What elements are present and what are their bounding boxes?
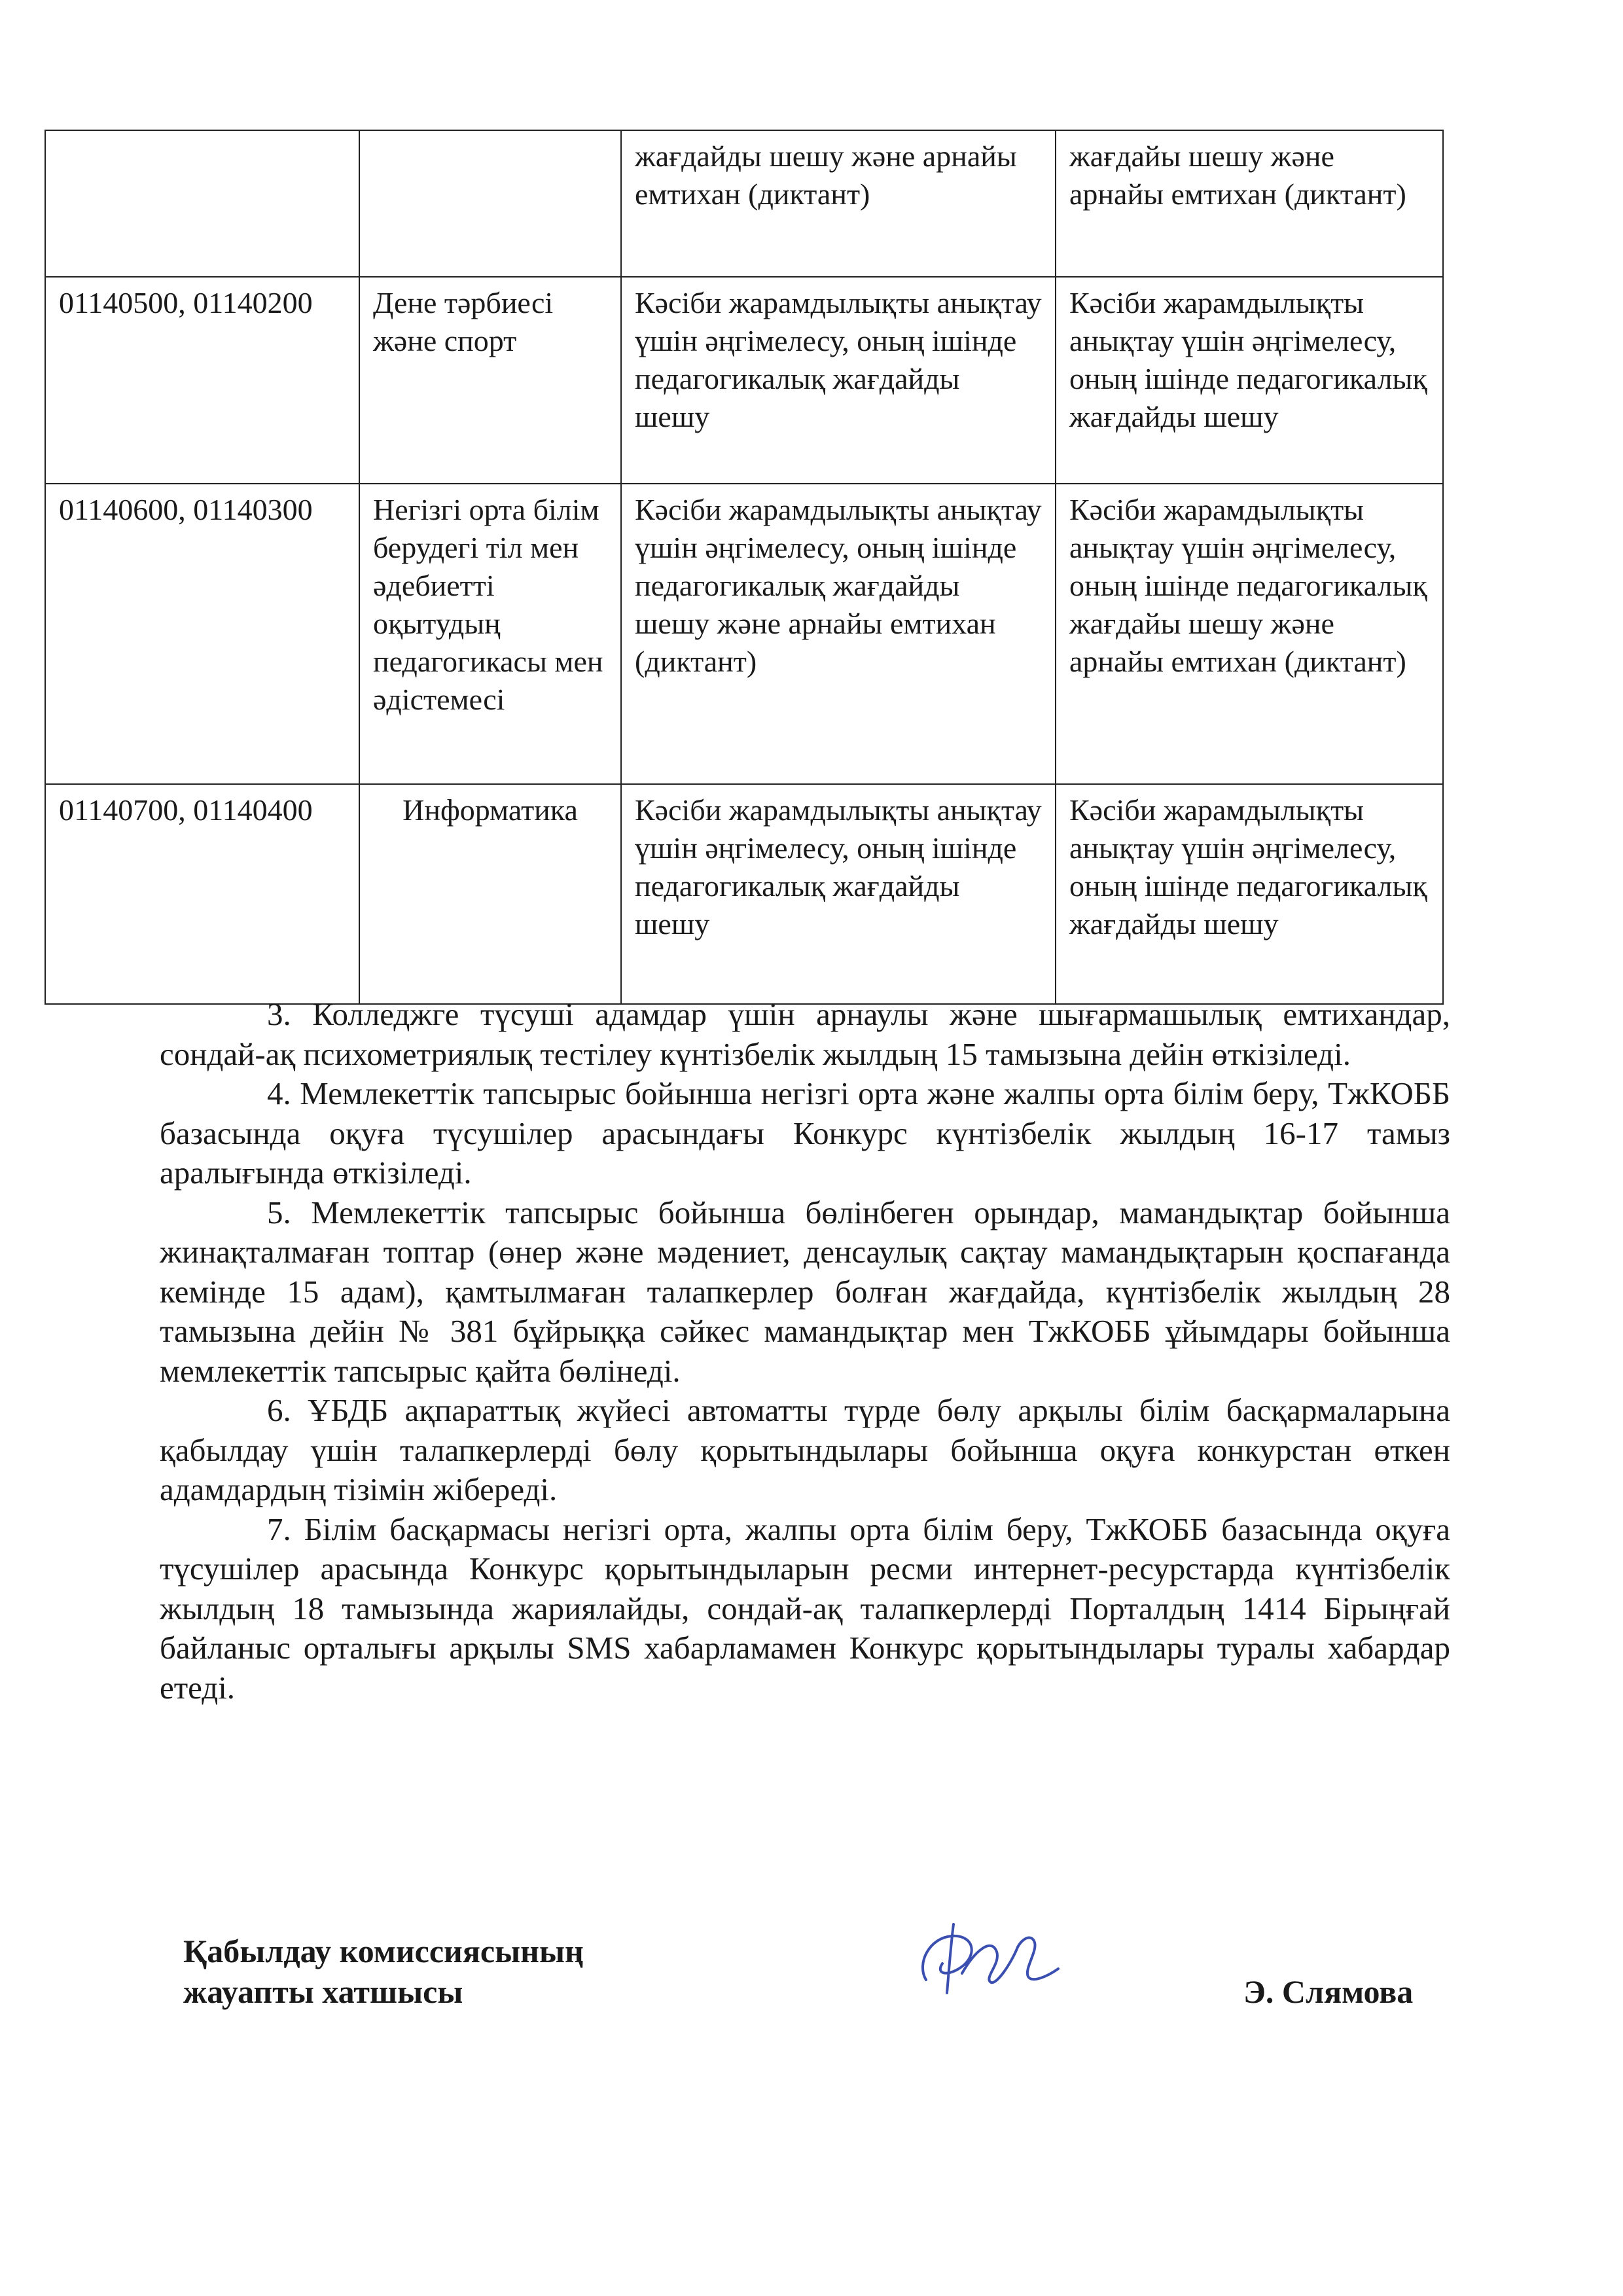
- table-row: [45, 784, 1443, 1004]
- paragraph-3: 3. Колледжге түсуші адамдар үшін арнаулы және шығармашылық емтихандар, сондай-ақ психометриялық тестілеу күнтізбелік жылдың 15 тамызына дейін өткізіледі.: [160, 996, 1450, 1072]
- specialty-name-cell: Негізгі орта білім берудегі тіл мен әдебиетті оқытудың педагогикасы мен әдістемесі: [359, 484, 621, 784]
- signatory-name: Э. Слямова: [1243, 1973, 1414, 2010]
- code-cell: 01140600, 01140300: [45, 484, 359, 784]
- exam-cell: жағдайы шешу және арнайы емтихан (диктант): [1056, 130, 1443, 277]
- signatory-title-line: жауапты хатшысы: [183, 1973, 463, 2010]
- signatory-title-line: Қабылдау комиссиясының: [183, 1933, 584, 1969]
- specialty-exam-table: [45, 130, 1444, 1005]
- exam-cell: Кәсіби жарамдылықты анықтау үшін әңгімелесу, оның ішінде педагогикалық жағдайды шешу: [621, 277, 1056, 484]
- code-cell: 01140500, 01140200: [45, 277, 359, 484]
- paragraph-6: 6. ҰБДБ ақпараттық жүйесі автоматты түрде бөлу арқылы білім басқармаларына қабылдау үшін талапкерлерді бөлу қорытындылары бойынша оқуға конкурстан өткен адамдардың тізімін жібереді.: [160, 1392, 1450, 1507]
- signatory-title: [183, 1931, 584, 2012]
- paragraph-5: 5. Мемлекеттік тапсырыс бойынша бөлінбеген орындар, мамандықтар бойынша жинақталмаған топтар (өнер және мәдениет, денсаулық сақтау мамандықтарын қоспағанда кемінде 15 адам), қамтылмаған талапкерлер болған жағдайда, күнтізбелік жылдың 28 тамызына дейін № 381 бұйрыққа сәйкес мамандықтар мен ТжКОББ ұйымдары бойынша мемлекеттік тапсырыс қайта бөлінеді.: [160, 1194, 1450, 1389]
- specialty-name-cell: Информатика: [359, 784, 621, 1004]
- paragraph-7: 7. Білім басқармасы негізгі орта, жалпы орта білім беру, ТжКОББ базасында оқуға түсушілер арасында Конкурс қорытындыларын ресми интернет-ресурстарда күнтізбелік жылдың 18 тамызында жариялайды, сондай-ақ талапкерлерді Порталдың 1414 Бірыңғай байланыс орталығы арқылы SMS хабарламамен Конкурс қорытындылары туралы хабардар етеді.: [160, 1511, 1450, 1706]
- exam-cell: Кәсіби жарамдылықты анықтау үшін әңгімелесу, оның ішінде педагогикалық жағдайды шешу: [1056, 277, 1443, 484]
- exam-cell: Кәсіби жарамдылықты анықтау үшін әңгімелесу, оның ішінде педагогикалық жағдайды шешу: [1056, 784, 1443, 1004]
- handwritten-signature: [913, 1911, 1063, 2003]
- exam-cell: жағдайды шешу және арнайы емтихан (диктант): [621, 130, 1056, 277]
- table-row: [45, 130, 1443, 277]
- body-text: [160, 995, 1450, 1708]
- specialty-name-cell: [359, 130, 621, 277]
- exam-cell: Кәсіби жарамдылықты анықтау үшін әңгімелесу, оның ішінде педагогикалық жағдайды шешу: [621, 784, 1056, 1004]
- code-cell: 01140700, 01140400: [45, 784, 359, 1004]
- paragraph-4: 4. Мемлекеттік тапсырыс бойынша негізгі орта және жалпы орта білім беру, ТжКОББ базасында оқуға түсушілер арасындағы Конкурс күнтізбелік жылдың 16-17 тамыз аралығында өткізіледі.: [160, 1075, 1450, 1191]
- table-row: [45, 484, 1443, 784]
- specialty-name-cell: Дене тәрбиесі және спорт: [359, 277, 621, 484]
- exam-cell: Кәсіби жарамдылықты анықтау үшін әңгімелесу, оның ішінде педагогикалық жағдайы шешу және арнайы емтихан (диктант): [1056, 484, 1443, 784]
- table-row: [45, 277, 1443, 484]
- code-cell: [45, 130, 359, 277]
- exam-cell: Кәсіби жарамдылықты анықтау үшін әңгімелесу, оның ішінде педагогикалық жағдайды шешу және арнайы емтихан (диктант): [621, 484, 1056, 784]
